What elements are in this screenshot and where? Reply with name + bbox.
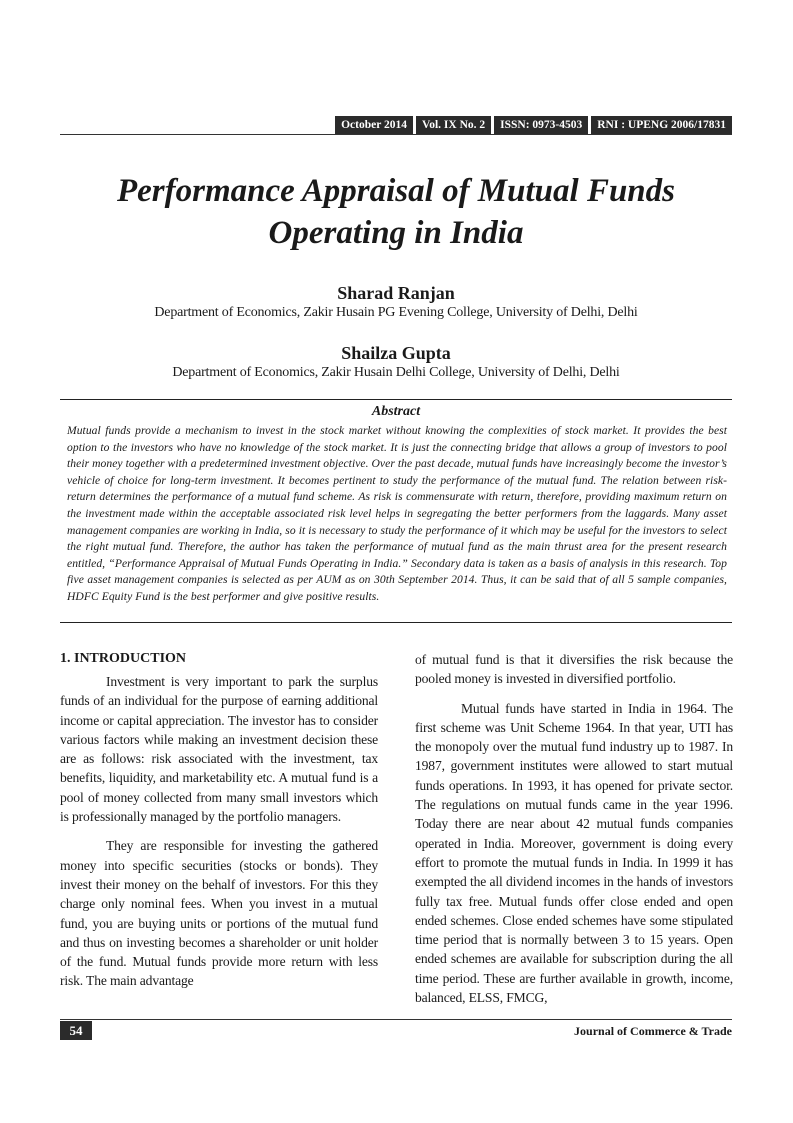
paper-title-line-2: Operating in India bbox=[268, 215, 524, 251]
journal-name: Journal of Commerce & Trade bbox=[574, 1024, 732, 1038]
author-1-affiliation: Department of Economics, Zakir Husain PG Evening College, University of Delhi, Delhi bbox=[154, 305, 638, 320]
page-number: 54 bbox=[60, 1021, 92, 1040]
body-paragraph: of mutual fund is that it diversifies the risk because the pooled money is invested in diversified portfolio. bbox=[415, 652, 733, 687]
issue-info-bar bbox=[335, 116, 732, 134]
left-column bbox=[60, 650, 378, 1001]
author-1-name: Sharad Ranjan bbox=[337, 283, 455, 303]
paper-title bbox=[60, 170, 732, 254]
author-2-name: Shailza Gupta bbox=[341, 343, 451, 363]
rni-number: RNI : UPENG 2006/17831 bbox=[591, 116, 732, 134]
header-rule bbox=[60, 134, 732, 135]
body-paragraph: Investment is very important to park the surplus funds of an individual for the purpose of earning additional income or capital appreciation. The investor has to consider various factors while making an investment decision these are as follows: risk associated with the investment, tax benefits, liquidity, and marketability etc. A mutual fund is a pool of money collected from many small investors which is professionally managed by the portfolio managers. bbox=[60, 674, 378, 825]
abstract-heading: Abstract bbox=[371, 404, 421, 419]
abstract-top-rule bbox=[60, 399, 732, 400]
paper-title-line-1: Performance Appraisal of Mutual Funds bbox=[116, 173, 676, 209]
body-paragraph: Mutual funds have started in India in 1964. The first scheme was Unit Scheme 1964. In that year, UTI has the monopoly over the mutual fund industry up to 1987. In 1987, government institutes were allowed to start mutual funds operations. In 1993, it has opened for private sector. The regulations on mutual funds came in the year 1996. Today there are near about 42 mutual funds companies operated in India. Moreover, government is doing every effort to promote the mutual funds in India. In 1999 it has exempted the all dividend incomes in the hands of investors fully tax free. Mutual funds offer close ended and open ended schemes. Close ended schemes have some stipulated time period that is normally between 3 to 15 years. Open ended schemes are available for subscription during the all time period. These are further available in growth, income, balanced, ELSS, FMCG, bbox=[415, 700, 733, 1006]
section-heading-introduction: 1. INTRODUCTION bbox=[60, 651, 187, 666]
volume-number: Vol. IX No. 2 bbox=[416, 116, 491, 134]
author-2-affiliation: Department of Economics, Zakir Husain Delhi College, University of Delhi, Delhi bbox=[172, 365, 620, 380]
issue-date: October 2014 bbox=[335, 116, 413, 134]
abstract-text: Mutual funds provide a mechanism to invest in the stock market without knowing the complexities of stock market. It provides the best option to the investors who have no knowledge of the stock market. It is just the connecting bridge that allows a group of investors to pool their money together with a predetermined investment objective. Over the past decade, mutual funds have increasingly become the investor’s vehicle of choice for long-term investment. It becomes pertinent to study the performance of the mutual fund. The relation between risk-return determines the performance of a mutual fund scheme. As risk is commensurate with return, therefore, providing maximum return on the investment made within the acceptable associated risk level helps in segregating the better performers from the laggards. Many asset management companies are working in India, so it is necessary to study the performance of it which may be useful for the investors to select the right mutual fund. Therefore, the author has taken the performance of mutual fund as the main thrust area for the present research entitled, “Performance Appraisal of Mutual Funds Operating in India.” Secondary data is taken as a basis of analysis in this research. Top five asset management companies is selected as per AUM as on 30th September 2014. Thus, it can be said that of all 5 sample companies, HDFC Equity Fund is the best performer and give positive results. bbox=[67, 424, 727, 603]
footer-rule bbox=[60, 1019, 732, 1020]
body-paragraph: They are responsible for investing the gathered money into specific securities (stocks or bonds). They invest their money on the behalf of investors. For this they charge only nominal fees. When you invest in a mutual fund, you are buying units or portions of the mutual fund and thus on investing becomes a shareholder or unit holder of the fund. Mutual funds provide more return with less risk. The main advantage bbox=[60, 838, 378, 989]
abstract-bottom-rule bbox=[60, 622, 732, 623]
right-column bbox=[415, 650, 733, 1017]
issn: ISSN: 0973-4503 bbox=[494, 116, 588, 134]
